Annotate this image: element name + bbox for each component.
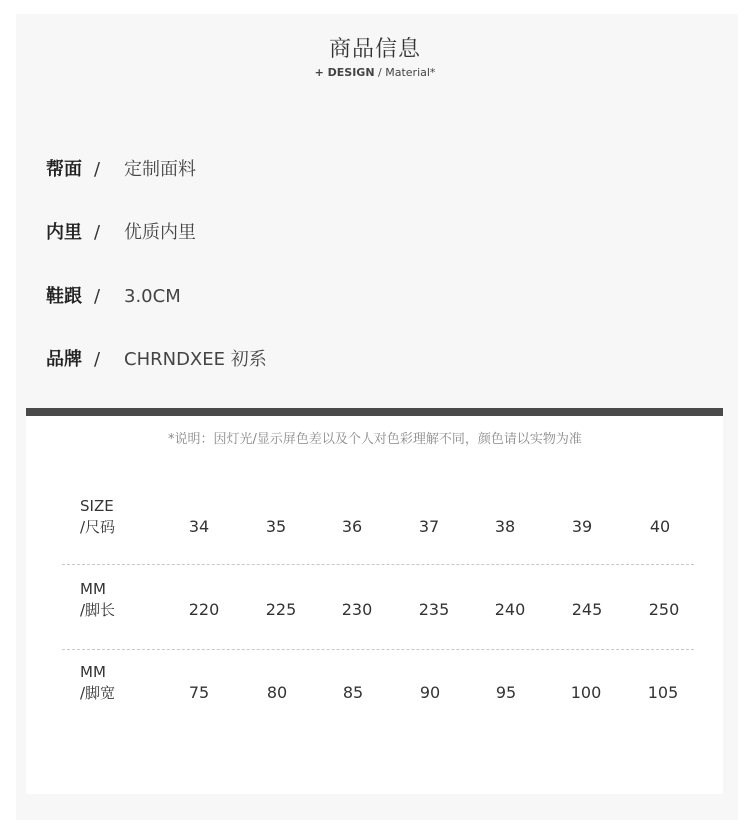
spec-separator: / [94,222,101,243]
table-row-foot-width [0,662,750,712]
spec-value: CHRNDXEE 初系 [124,349,267,370]
spec-separator: / [94,349,101,370]
table-cell: 39 [571,517,593,536]
table-cell: 80 [266,683,288,702]
row-label-top: MM [80,580,106,598]
table-cell: 85 [342,683,364,702]
table-row-size [0,496,750,546]
table-cell: 75 [188,683,210,702]
table-cell: 220 [188,600,220,619]
spec-value: 3.0CM [124,286,181,307]
row-label-bottom: /脚长 [80,601,116,619]
table-cell: 225 [265,600,297,619]
row-label [80,662,115,704]
subtitle-design: + DESIGN [314,66,375,79]
spec-key: 帮面 [46,159,82,180]
row-label [80,579,115,621]
spec-upper [46,157,196,183]
table-cell: 37 [418,517,440,536]
spec-key: 内里 [46,222,82,243]
table-row-foot-length [0,579,750,629]
spec-value: 定制面料 [124,159,196,180]
table-cell: 34 [188,517,210,536]
table-cell: 95 [495,683,517,702]
table-cell: 38 [494,517,516,536]
table-cell: 240 [494,600,526,619]
spec-lining [46,220,196,246]
row-label [80,496,115,538]
subtitle-material: / Material* [374,66,436,79]
row-label-bottom: /尺码 [80,518,116,536]
spec-separator: / [94,159,101,180]
section-divider-bar [26,408,723,416]
table-cell: 100 [570,683,602,702]
spec-heel [46,284,181,310]
table-cell: 105 [647,683,679,702]
page-title: 商品信息 [328,37,421,62]
spec-separator: / [94,286,101,307]
table-cell: 235 [418,600,450,619]
table-cell: 245 [571,600,603,619]
row-divider [62,649,694,650]
table-cell: 230 [341,600,373,619]
table-cell: 250 [648,600,680,619]
spec-brand [46,347,267,373]
row-divider [62,564,694,565]
spec-value: 优质内里 [124,222,196,243]
color-disclaimer: *说明：因灯光/显示屏色差以及个人对色彩理解不同，颜色请以实物为准 [168,432,582,447]
page-subtitle [0,66,750,79]
table-cell: 36 [341,517,363,536]
spec-key: 鞋跟 [46,286,82,307]
row-label-top: MM [80,663,106,681]
row-label-bottom: /脚宽 [80,684,116,702]
table-cell: 40 [649,517,671,536]
row-label-top: SIZE [80,497,114,515]
table-cell: 35 [265,517,287,536]
table-cell: 90 [419,683,441,702]
spec-key: 品牌 [46,349,82,370]
